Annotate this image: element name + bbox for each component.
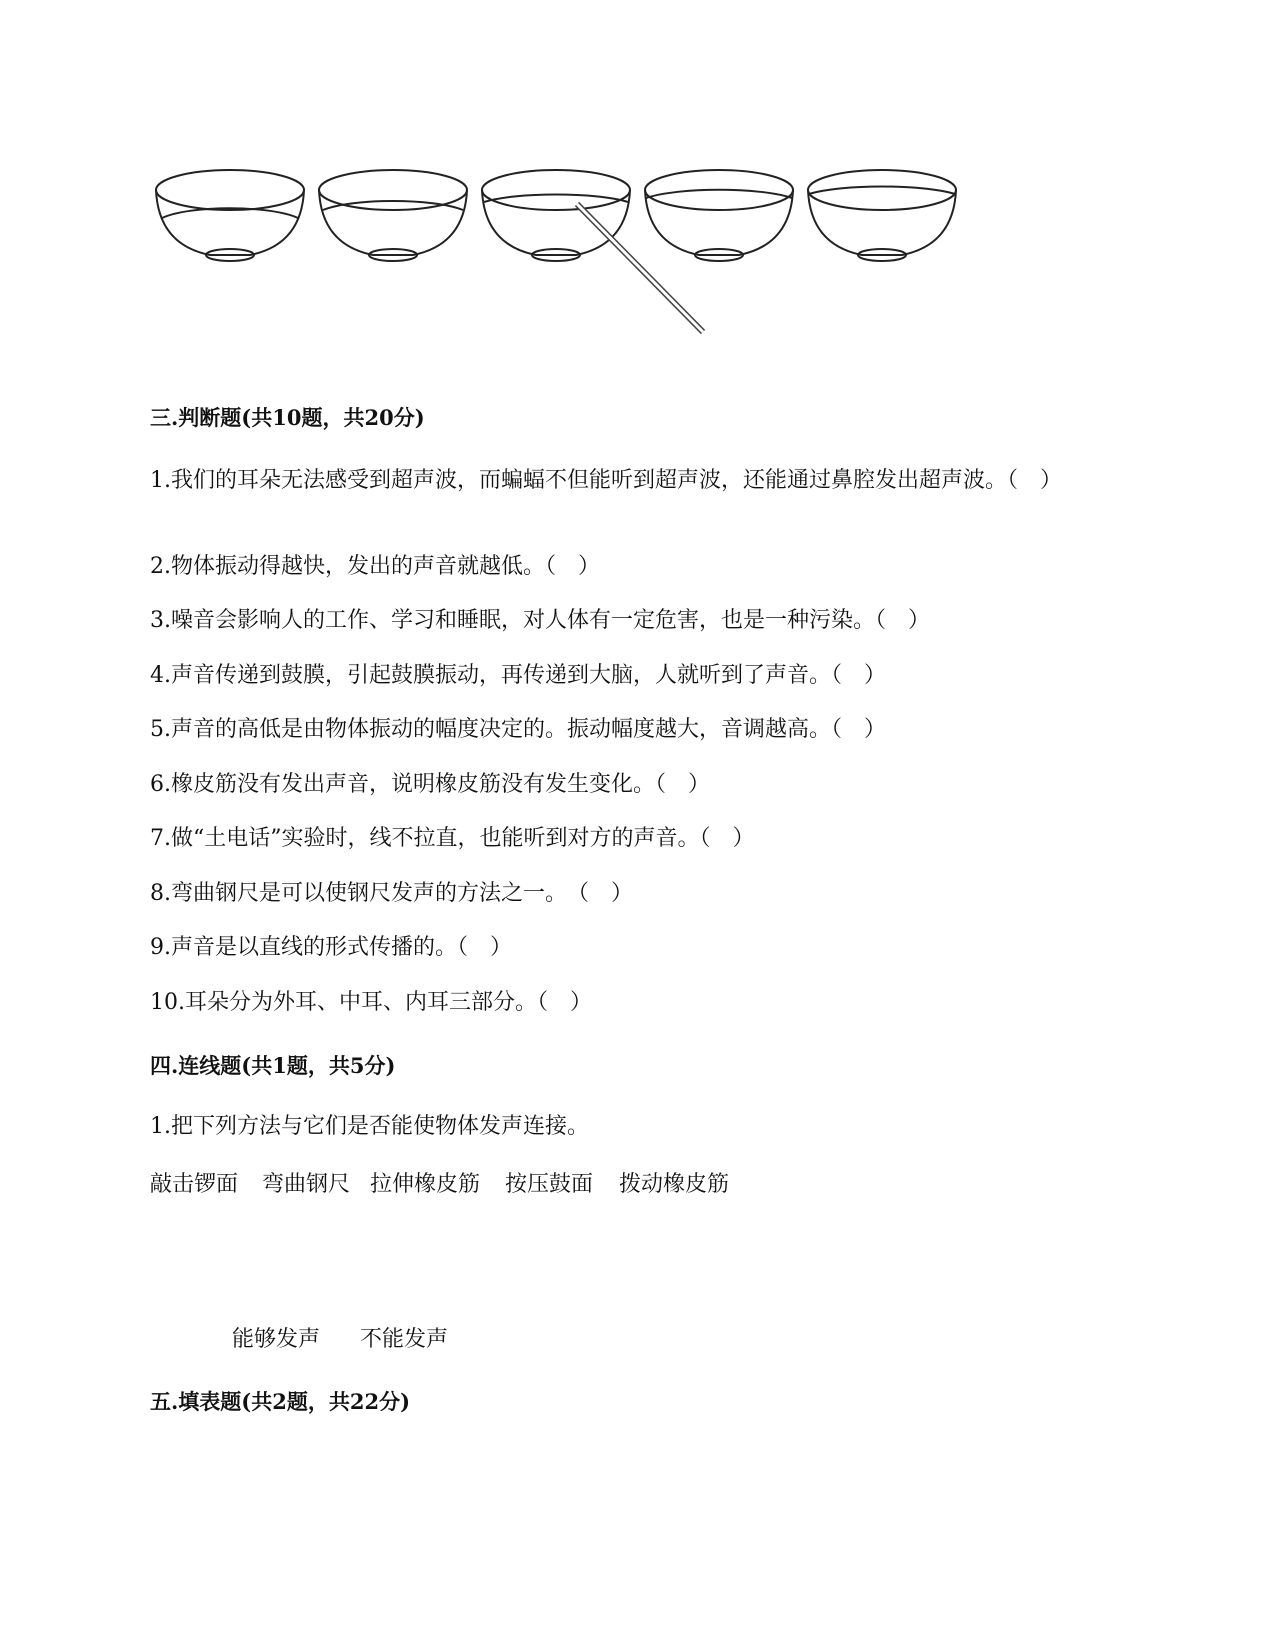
bowl-4: [645, 170, 793, 261]
section5-heading: 五.填表题(共2题，共22分): [150, 1389, 411, 1414]
bowl-5: [808, 170, 956, 261]
chopstick: [577, 204, 703, 332]
judge-item-1: 1.我们的耳朵无法感受到超声波，而蝙蝠不但能听到超声波，还能通过鼻腔发出超声波。（ ）: [150, 468, 1062, 493]
judge-item-8: 8.弯曲钢尺是可以使钢尺发声的方法之一。 （ ）: [150, 881, 633, 906]
bowls-illustration: [140, 140, 1020, 370]
bowl-2: [319, 170, 467, 261]
judge-item-3: 3.噪音会影响人的工作、学习和睡眠，对人体有一定危害，也是一种污染。（ ）: [150, 608, 930, 633]
judge-item-4: 4.声音传递到鼓膜，引起鼓膜振动，再传递到大脑，人就听到了声音。（ ）: [150, 663, 886, 688]
result-item: 能够发声: [232, 1327, 321, 1352]
result-item: 不能发声: [360, 1327, 449, 1352]
method-item: 拨动橡皮筋: [619, 1172, 730, 1197]
method-item: 敲击锣面: [150, 1172, 239, 1197]
judge-item-6: 6.橡皮筋没有发出声音，说明橡皮筋没有发生变化。（ ）: [150, 772, 710, 797]
bowl-1: [156, 170, 304, 261]
section4-heading: 四.连线题(共1题，共5分): [150, 1053, 396, 1078]
match-question: 1.把下列方法与它们是否能使物体发声连接。: [150, 1114, 589, 1139]
section3-heading: 三.判断题(共10题，共20分): [150, 405, 425, 430]
judge-item-10: 10.耳朵分为外耳、中耳、内耳三部分。（ ）: [150, 990, 592, 1015]
judge-item-5: 5.声音的高低是由物体振动的幅度决定的。振动幅度越大，音调越高。（ ）: [150, 717, 886, 742]
judge-item-9: 9.声音是以直线的形式传播的。（ ）: [150, 935, 512, 960]
judge-item-7: 7.做“土电话”实验时，线不拉直，也能听到对方的声音。（ ）: [150, 826, 755, 851]
method-item: 拉伸橡皮筋: [370, 1172, 481, 1197]
method-item: 按压鼓面: [505, 1172, 594, 1197]
judge-item-2: 2.物体振动得越快，发出的声音就越低。（ ）: [150, 554, 600, 579]
bowl-3: [482, 170, 630, 261]
method-item: 弯曲钢尺: [262, 1172, 351, 1197]
